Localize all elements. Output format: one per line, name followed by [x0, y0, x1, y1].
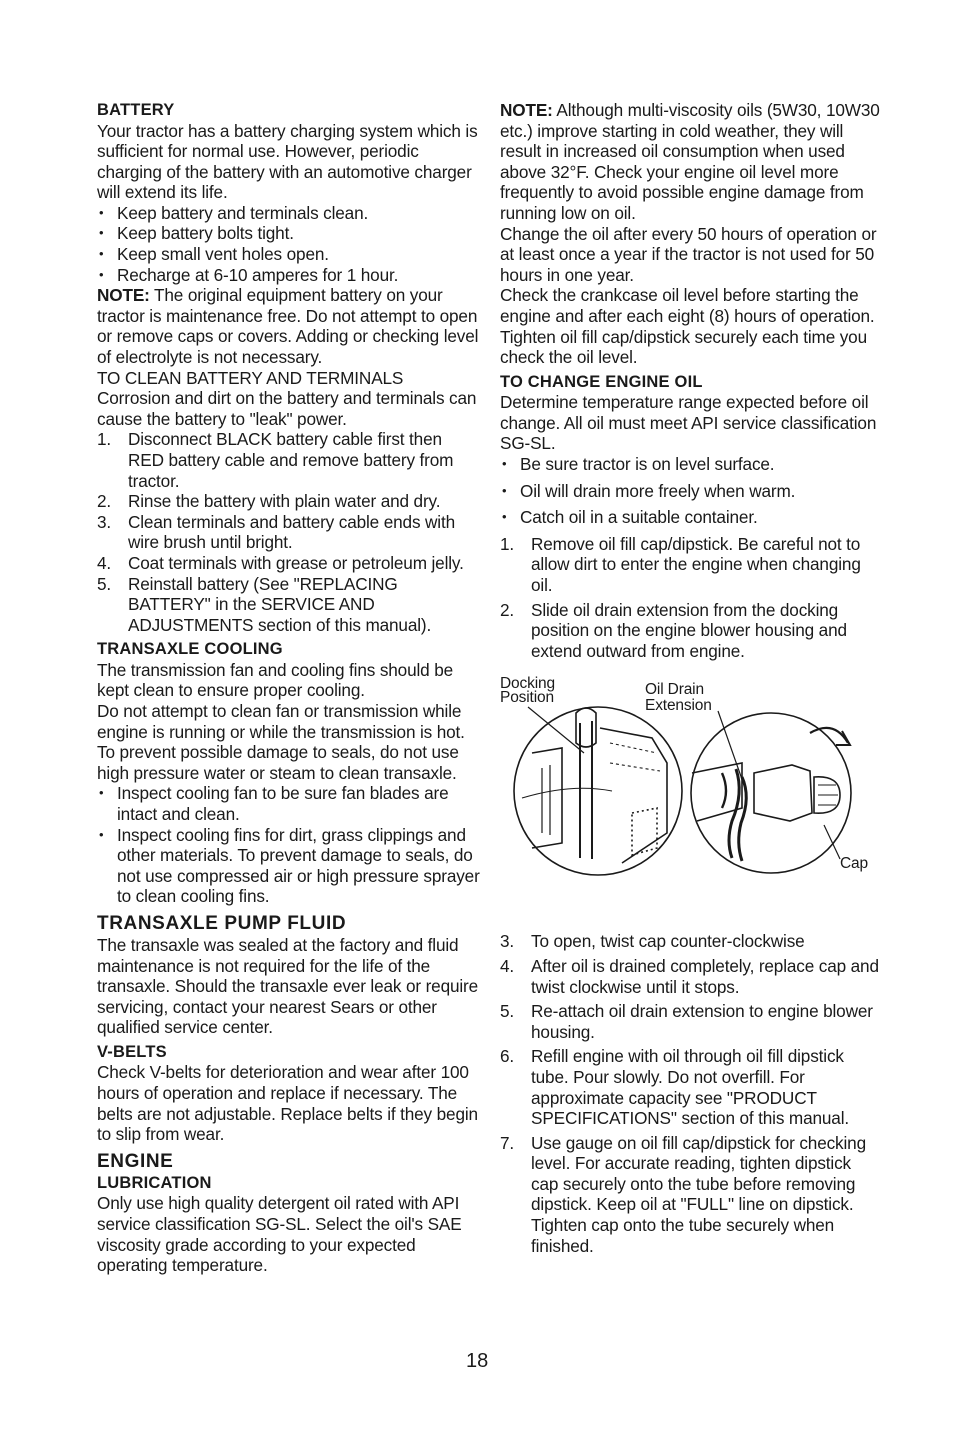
figure-label-cap: Cap — [840, 855, 868, 873]
left-column — [97, 100, 482, 1276]
step-number: 2. — [500, 599, 515, 620]
step-number: 3. — [97, 511, 112, 532]
oil-change-interval: Change the oil after every 50 hours of operation or at least once a year if the tractor is not used for 50 hours in one year. — [500, 223, 877, 285]
clean-battery-steps — [97, 429, 482, 635]
note-text: Although multi-viscosity oils (5W30, 10W30 etc.) improve starting in cold weather, they will result in increased oil consumption when used above 32°F. Check your engine oil level more frequently to avoid possible engine damage from running low on oil. — [500, 100, 880, 223]
step-number: 5. — [97, 573, 112, 594]
step-text: After oil is drained completely, replace cap and twist clockwise until it stops. — [531, 955, 879, 997]
step-text: Refill engine with oil through oil fill dipstick tube. Pour slowly. Do not overfill. For approximate capacity see "PRODUCT SPECIFICATIONS" section of this manual. — [531, 1046, 850, 1129]
engine-heading: ENGINE — [97, 1150, 174, 1172]
step-text: Disconnect BLACK battery cable first then RED battery cable and remove battery from tractor. — [128, 429, 454, 491]
note-label: NOTE: — [500, 100, 553, 120]
note-label: NOTE: — [97, 285, 150, 306]
list-item — [500, 931, 880, 952]
vbelts-heading: V-BELTS — [97, 1042, 167, 1061]
pump-fluid-heading: TRANSAXLE PUMP FLUID — [97, 912, 347, 934]
change-oil-intro: Determine temperature range expected before oil change. All oil must meet API service classification SG-SL. — [500, 392, 877, 454]
step-number: 3. — [500, 931, 515, 952]
list-item — [500, 1133, 880, 1257]
docking-detail-circle — [514, 707, 682, 875]
list-item — [500, 1001, 880, 1042]
list-item — [97, 512, 482, 553]
battery-intro: Your tractor has a battery charging system which is sufficient for normal use. However, periodic charging of the battery with an automotive charger will extend its life. — [97, 120, 478, 203]
step-number: 4. — [500, 955, 515, 976]
transaxle-cooling-bullets — [97, 783, 482, 907]
list-item: • Inspect cooling fins for dirt, grass clippings and other materials. To prevent damage to seals, do not use compressed air or high pressure sprayer to clean cooling fins. — [97, 825, 482, 907]
list-item: • Keep small vent holes open. — [97, 244, 482, 265]
change-oil-bullets — [500, 454, 880, 528]
list-item: • Keep battery bolts tight. — [97, 223, 482, 244]
step-text: Remove oil fill cap/dipstick. Be careful not to allow dirt to enter the engine when changing oil. — [531, 533, 861, 595]
clean-battery-intro: Corrosion and dirt on the battery and terminals can cause the battery to "leak" power. — [97, 388, 477, 429]
note-text: The original equipment battery on your tractor is maintenance free. Do not attempt to open or remove caps or covers. Adding or checking level of electrolyte is not necessary. — [97, 285, 479, 368]
step-text: To open, twist cap counter-clockwise — [531, 931, 805, 952]
battery-note — [97, 285, 482, 367]
step-number: 4. — [97, 552, 112, 573]
clean-battery-heading: TO CLEAN BATTERY AND TERMINALS — [97, 367, 404, 388]
list-item — [97, 491, 482, 512]
figure-label-docking: Docking — [500, 675, 555, 693]
oil-note — [500, 100, 880, 224]
battery-heading: BATTERY — [97, 101, 175, 119]
transaxle-cooling-heading: TRANSAXLE COOLING — [97, 640, 283, 659]
battery-bullets — [97, 203, 482, 285]
figure-label-oil-drain: Oil Drain — [645, 681, 704, 699]
lubrication-text: Only use high quality detergent oil rated with API service classification SG-SL. Select the oil's SAE viscosity grade according to your expected operating temperature. — [97, 1193, 462, 1276]
list-item — [97, 429, 482, 491]
list-item — [97, 574, 482, 636]
change-oil-steps-b — [500, 931, 880, 1256]
change-oil-steps-a — [500, 534, 880, 662]
list-item — [97, 553, 482, 574]
step-number: 6. — [500, 1046, 515, 1067]
oil-check-interval: Check the crankcase oil level before starting the engine and after each eight (8) hours of operation. Tighten oil fill cap/dipstick securely each time you check the oil level. — [500, 285, 875, 368]
step-number: 5. — [500, 1001, 515, 1022]
page-number: 18 — [466, 1350, 489, 1372]
figure-label-position: Position — [500, 689, 554, 707]
extension-detail-circle — [691, 713, 851, 873]
list-item: • Oil will drain more freely when warm. — [500, 481, 880, 502]
oil-drain-figure — [492, 673, 882, 923]
step-text: Rinse the battery with plain water and dry. — [128, 491, 441, 512]
list-item — [500, 956, 880, 997]
right-column — [500, 100, 880, 1260]
step-number: 1. — [97, 429, 112, 450]
list-item: • Catch oil in a suitable container. — [500, 507, 880, 528]
step-text: Clean terminals and battery cable ends with wire brush until bright. — [128, 511, 455, 553]
transaxle-cooling-p1: The transmission fan and cooling fins should be kept clean to ensure proper cooling. — [97, 659, 454, 701]
step-text: Reinstall battery (See "REPLACING BATTERY" in the SERVICE AND ADJUSTMENTS section of this manual). — [128, 573, 432, 635]
step-text: Use gauge on oil fill cap/dipstick for checking level. For accurate reading, tighten dipstick cap securely onto the tube before removing dipstick. Keep oil at "FULL" line on dipstick. Tighten cap onto the tube securely when finished. — [531, 1132, 866, 1256]
step-text: Re-attach oil drain extension to engine blower housing. — [531, 1001, 873, 1042]
list-item — [500, 1046, 880, 1128]
list-item — [500, 600, 880, 662]
lubrication-heading: LUBRICATION — [97, 1173, 212, 1192]
step-text: Coat terminals with grease or petroleum jelly. — [128, 552, 464, 573]
oil-drain-illustration — [492, 673, 882, 923]
step-number: 7. — [500, 1132, 515, 1153]
list-item: • Be sure tractor is on level surface. — [500, 454, 880, 475]
list-item: • Inspect cooling fan to be sure fan blades are intact and clean. — [97, 783, 482, 824]
step-text: Slide oil drain extension from the docking position on the engine blower housing and extend outward from engine. — [531, 599, 847, 661]
transaxle-cooling-p2: Do not attempt to clean fan or transmission while engine is running or while the transmission is hot. To prevent possible damage to seals, do not use high pressure water or steam to clean transaxle. — [97, 701, 465, 783]
list-item — [500, 534, 880, 596]
list-item: • Recharge at 6-10 amperes for 1 hour. — [97, 265, 482, 286]
step-number: 2. — [97, 491, 112, 512]
vbelts-text: Check V-belts for deterioration and wear after 100 hours of operation and replace if necessary. The belts are not adjustable. Replace belts if they begin to slip from wear. — [97, 1062, 478, 1145]
change-oil-heading: TO CHANGE ENGINE OIL — [500, 372, 703, 391]
pump-fluid-text: The transaxle was sealed at the factory and fluid maintenance is not required for the life of the transaxle. Should the transaxle ever leak or require servicing, contact your nearest Sears or other qualified service center. — [97, 934, 479, 1038]
figure-label-extension: Extension — [645, 697, 712, 715]
step-number: 1. — [500, 533, 515, 554]
list-item: • Keep battery and terminals clean. — [97, 203, 482, 224]
